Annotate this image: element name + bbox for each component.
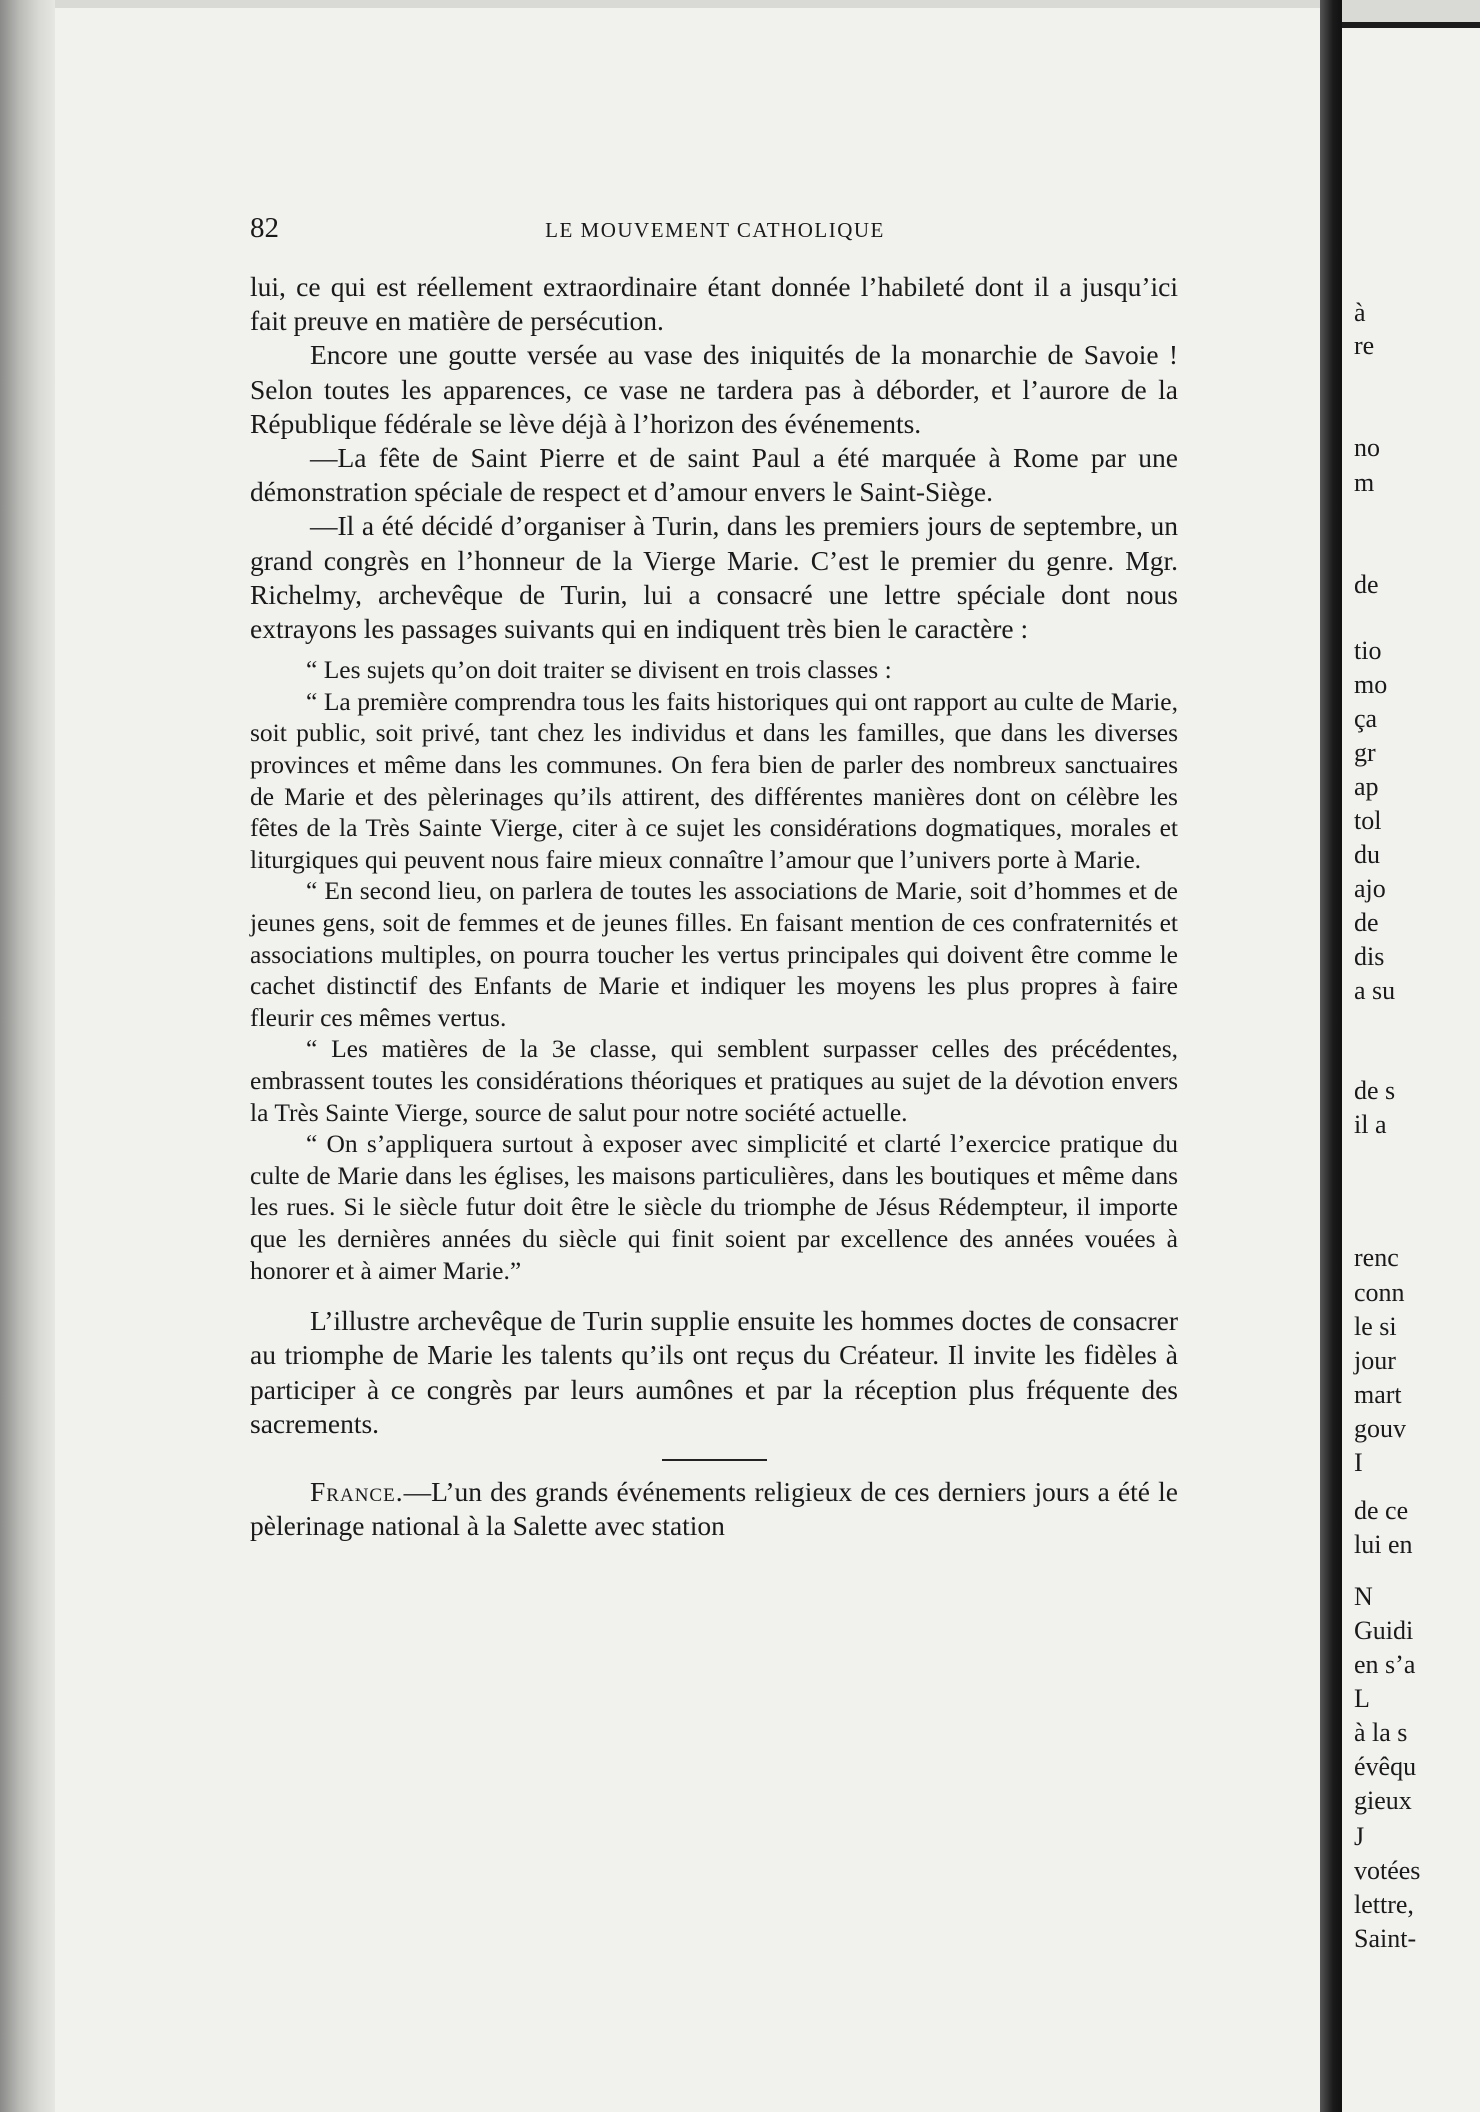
fragment: lui en xyxy=(1354,1530,1413,1559)
fragment: mart xyxy=(1354,1380,1402,1409)
paragraph: —Il a été décidé d’organiser à Turin, dans les premiers jours de septembre, un grand congrès en l’honneur de la Vierge Marie. C’est le premier du genre. Mgr. Richelmy, archevêque de Turin, lui a consacré une lettre spéciale dont nous extrayons les passages suivants qui en indiquent très bien le caractère : xyxy=(250,510,1178,645)
fragment: à la s xyxy=(1354,1718,1408,1747)
fragment: lettre, xyxy=(1354,1890,1414,1919)
fragment: tol xyxy=(1354,806,1382,835)
page-gutter xyxy=(1320,0,1342,2112)
closing-paragraph: L’illustre archevêque de Turin supplie ensuite les hommes doctes de consacrer au triomphe de Marie les talents qu’ils ont reçus du Créateur. Il invite les fidèles à participer à ce congrès par leurs aumônes et par la réception plus fréquente des sacrements. xyxy=(250,1305,1178,1439)
fragment: jour xyxy=(1354,1346,1396,1375)
facing-page xyxy=(1342,28,1480,2112)
fragment: de ce xyxy=(1354,1496,1409,1525)
fragment: gr xyxy=(1354,738,1376,767)
fragment: Guidi xyxy=(1354,1616,1414,1645)
france-text: —L’un des grands événements religieux de ces derniers jours a été le pèlerinage national à la Salette avec station xyxy=(250,1475,1178,1542)
fragment: renc xyxy=(1354,1243,1399,1272)
fragment: I xyxy=(1354,1448,1363,1477)
fragment: évêqu xyxy=(1354,1752,1417,1781)
fragment: dis xyxy=(1354,942,1385,971)
fragment: Saint- xyxy=(1354,1924,1417,1953)
book-binding-edge xyxy=(0,0,55,2112)
quote-paragraph: “ Les sujets qu’on doit traiter se divisent en trois classes : xyxy=(306,655,892,685)
fragment: votées xyxy=(1354,1856,1421,1885)
fragment: re xyxy=(1354,331,1375,360)
fragment: gieux xyxy=(1354,1786,1412,1815)
fragment: ajo xyxy=(1354,874,1386,903)
fragment: tio xyxy=(1354,636,1382,665)
quote-paragraph: “ On s’appliquera surtout à exposer avec simplicité et clarté l’exercice pratique du culte de Marie dans les églises, les maisons particulières, dans les boutiques et même dans les rues. Si le siècle futur doit être le siècle du triomphe de Jésus Rédempteur, il importe que les dernières années du siècle qui finit soient par excellence des années vouées à honorer et à aimer Marie.” xyxy=(250,1129,1178,1285)
paragraph: —La fête de Saint Pierre et de saint Paul a été marquée à Rome par une démonstration spéciale de respect et d’amour envers le Saint-Siège. xyxy=(250,442,1178,508)
running-head xyxy=(250,212,1180,252)
fragment: conn xyxy=(1354,1278,1405,1307)
fragment: no xyxy=(1354,433,1380,462)
fragment: du xyxy=(1354,840,1380,869)
fragment: le si xyxy=(1354,1312,1397,1341)
fragment: de xyxy=(1354,908,1379,937)
fragment: ça xyxy=(1354,704,1378,733)
section-divider xyxy=(662,1459,767,1461)
quote-paragraph: “ La première comprendra tous les faits historiques qui ont rapport au culte de Marie, soit public, soit privé, tant chez les individus et dans les familles, que dans les diverses provinces et même dans les communes. On fera bien de parler des nombreux sanctuaires de Marie et des pèlerinages qu’ils attirent, des différentes manières dont on célèbre les fêtes de la Très Sainte Vierge, citer à ce sujet les considérations dogmatiques, morales et liturgiques qui peuvent nous faire mieux connaître l’amour que l’univers porte à Marie. xyxy=(250,686,1178,874)
page-number: 82 xyxy=(250,212,279,244)
running-title: LE MOUVEMENT CATHOLIQUE xyxy=(545,218,885,242)
quote-paragraph: “ En second lieu, on parlera de toutes les associations de Marie, soit d’hommes et de jeunes gens, soit de femmes et de jeunes filles. En faisant mention de ces confraternités et associations multiples, on pourra toucher les vertus principales qui doivent être comme le cachet distinctif des Enfants de Marie et indiquer les moyens les plus propres à faire fleurir ces mêmes vertus. xyxy=(250,876,1178,1032)
fragment: m xyxy=(1354,468,1375,497)
france-heading: France. xyxy=(310,1475,404,1507)
fragment: L xyxy=(1354,1684,1370,1713)
fragment: N xyxy=(1354,1582,1373,1611)
fragment: a su xyxy=(1354,976,1396,1005)
fragment: il a xyxy=(1354,1110,1387,1139)
fragment: ap xyxy=(1354,772,1379,801)
fragment: mo xyxy=(1354,670,1388,699)
body-text xyxy=(250,270,1178,1543)
fragment: en s’a xyxy=(1354,1650,1416,1679)
fragment: à xyxy=(1354,298,1366,327)
fragment: de s xyxy=(1354,1076,1396,1105)
france-paragraph xyxy=(250,1475,1178,1543)
quote-paragraph: “ Les matières de la 3e classe, qui semblent surpasser celles des précédentes, embrassent toutes les considérations théoriques et pratiques au sujet de la dévotion envers la Très Sainte Vierge, source de salut pour notre société actuelle. xyxy=(250,1034,1178,1127)
fragment: de xyxy=(1354,570,1379,599)
paragraph: Encore une goutte versée au vase des iniquités de la monarchie de Savoie ! Selon toutes les apparences, ce vase ne tardera pas à déborder, et l’aurore de la République fédérale se lève déjà à l’horizon des événements. xyxy=(250,339,1178,439)
fragment: J xyxy=(1354,1822,1365,1851)
paragraph: lui, ce qui est réellement extraordinaire étant donnée l’habileté dont il a jusqu’ici fait preuve en matière de persécution. xyxy=(250,271,1178,337)
fragment: gouv xyxy=(1354,1414,1406,1443)
